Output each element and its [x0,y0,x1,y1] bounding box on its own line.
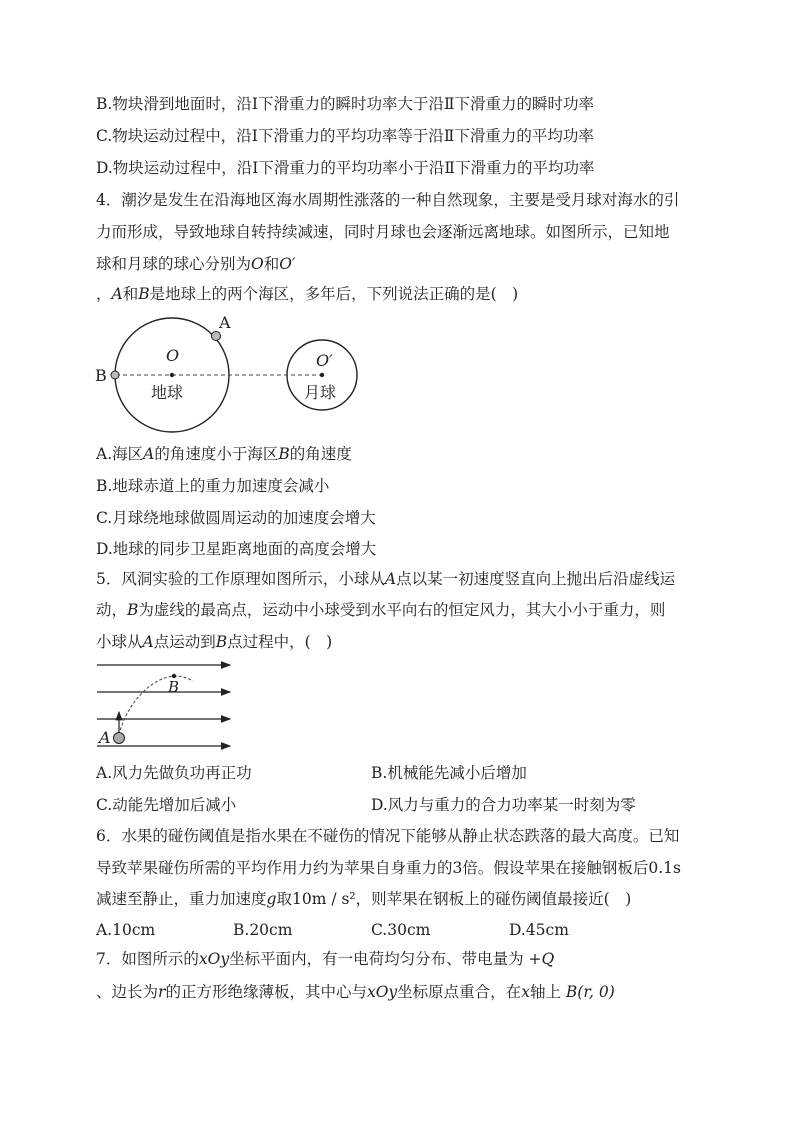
q6-stem-line-1: 6．水果的碰伤阈值是指水果在不碰伤的情况下能够从静止状态跌落的最大高度。已知 [96,827,680,845]
q6-option-c: C.30cm [371,921,431,939]
q3-option-c: C.物块运动过程中，沿Ⅰ下滑重力的平均功率等于沿Ⅱ下滑重力的平均功率 [96,127,594,145]
q4-stem-line-1: 4．潮汐是发生在沿海地区海水周期性涨落的一种自然现象，主要是受月球对海水的引 [96,191,680,209]
q5-stem-line-2: 动，B为虚线的最高点，运动中小球受到水平向右的恒定风力，其大小小于重力，则 [96,601,666,619]
q7-stem-line-1: 7．如图所示的xOy坐标平面内，有一电荷均匀分布、带电量为 +Q [96,950,555,968]
q4-option-b: B.地球赤道上的重力加速度会减小 [96,477,330,495]
q6-option-d: D.45cm [509,921,569,939]
earth-circle [115,318,229,432]
q6-option-b: B.20cm [233,921,293,939]
q5-option-c: C.动能先增加后减小 [96,796,237,814]
label-a: A [219,313,231,332]
q5-option-d: D.风力与重力的合力功率某一时刻为零 [371,796,636,814]
q5-option-a: A.风力先做负功再正功 [96,764,252,782]
label-b: B [95,366,107,385]
q3-option-d: D.物块运动过程中，沿Ⅰ下滑重力的平均功率小于沿Ⅱ下滑重力的平均功率 [96,159,595,177]
q5-option-b: B.机械能先减小后增加 [371,764,527,782]
point-b-coordinates: B(r, 0) [565,983,615,1001]
point-b-marker [111,371,119,379]
earth-center-dot [170,373,174,377]
q4-option-d: D.地球的同步卫星距离地面的高度会增大 [96,540,377,558]
label-o-prime: O′ [316,351,333,370]
q4-option-a: A.海区A的角速度小于海区B的角速度 [96,445,352,463]
q5-stem-line-1: 5．风洞实验的工作原理如图所示，小球从A点以某一初速度竖直向上抛出后沿虚线运 [96,570,676,588]
q4-option-c: C.月球绕地球做圆周运动的加速度会增大 [96,509,376,527]
q7-stem-line-2: 、边长为r的正方形绝缘薄板，其中心与xOy坐标原点重合，在x轴上 B(r, 0) [96,983,615,1001]
label-earth: 地球 [151,383,184,402]
q5-stem-line-3: 小球从A点运动到B点过程中，( ) [96,633,333,651]
moon-circle [287,340,357,410]
trajectory-curve [119,676,193,735]
moon-center-dot [320,373,324,377]
point-b-dot [172,674,176,678]
q4-stem-line-3: 球和月球的球心分别为O和O′ [96,255,296,273]
q4-stem-line-2: 力而形成，导致地球自转持续减速，同时月球也会逐渐远离地球。如图所示，已知地 [96,223,670,241]
q6-stem-line-2: 导致苹果碰伤所需的平均作用力约为苹果自身重力的3倍。假设苹果在接触钢板后0.1s [96,859,681,877]
label-o: O [166,346,180,365]
q6-option-a: A.10cm [96,921,156,939]
label-b: B [168,678,180,696]
q3-option-b: B.物块滑到地面时，沿Ⅰ下滑重力的瞬时功率大于沿Ⅱ下滑重力的瞬时功率 [96,95,594,113]
label-moon: 月球 [304,383,337,402]
q6-stem-line-3: 减速至静止，重力加速度g取10m / s²，则苹果在钢板上的碰伤阈值最接近( ) [96,890,632,908]
ball-a [114,733,125,744]
label-a: A [99,728,111,747]
q4-stem-line-4: ，A和B是地球上的两个海区，多年后，下列说法正确的是( ) [96,285,519,303]
point-a-marker [212,332,221,341]
